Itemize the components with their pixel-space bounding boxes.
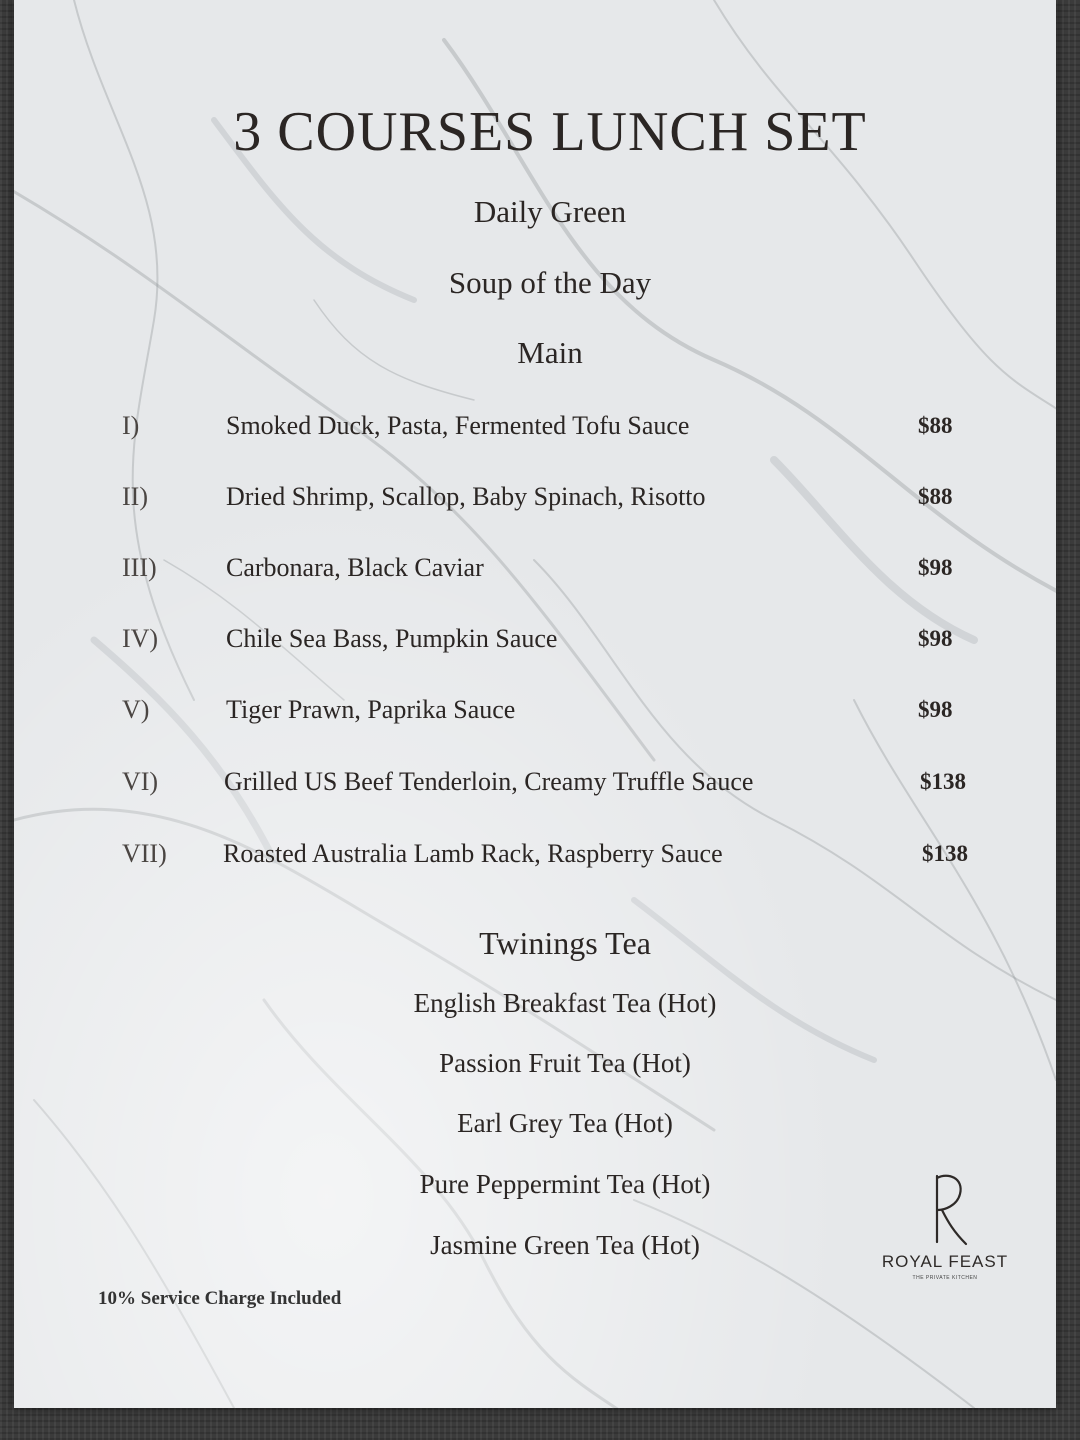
main-item-dish: Dried Shrimp, Scallop, Baby Spinach, Risotto: [226, 482, 706, 511]
course-daily-green: Daily Green: [473, 194, 627, 229]
main-item-price: $98: [918, 697, 953, 722]
tea-item: Earl Grey Tea (Hot): [457, 1108, 673, 1138]
main-item-price: $88: [918, 413, 953, 438]
main-item-price: $98: [918, 626, 953, 651]
main-item-numeral: III): [122, 553, 157, 582]
course-main-heading: Main: [517, 335, 583, 370]
main-item-dish: Tiger Prawn, Paprika Sauce: [226, 695, 516, 724]
main-item-numeral: I): [122, 411, 140, 440]
main-item-price: $88: [918, 484, 953, 509]
logo-name: ROYAL FEAST: [881, 1252, 1009, 1271]
royal-feast-logo: [880, 1170, 1010, 1290]
main-item-dish: Grilled US Beef Tenderloin, Creamy Truffle Sauce: [224, 767, 754, 796]
main-item-numeral: II): [122, 482, 148, 511]
main-item-price: $138: [920, 769, 966, 794]
main-item: [14, 834, 1056, 874]
main-item-numeral: VII): [122, 839, 167, 868]
main-item-numeral: IV): [122, 624, 159, 653]
main-item: [14, 406, 1056, 446]
menu-title: 3 COURSES LUNCH SET: [233, 101, 867, 163]
main-item-numeral: V): [122, 695, 150, 724]
main-item: [14, 619, 1056, 659]
main-item-price: $138: [922, 841, 968, 866]
main-item-dish: Smoked Duck, Pasta, Fermented Tofu Sauce: [226, 411, 690, 440]
main-item: [14, 548, 1056, 588]
main-item-numeral: VI): [122, 767, 159, 796]
main-item: [14, 762, 1056, 802]
main-item: [14, 690, 1056, 730]
service-charge-note: 10% Service Charge Included: [98, 1288, 342, 1309]
tea-item: Jasmine Green Tea (Hot): [430, 1230, 700, 1260]
main-item-dish: Chile Sea Bass, Pumpkin Sauce: [226, 624, 558, 653]
main-item-dish: Carbonara, Black Caviar: [226, 553, 484, 582]
logo-tagline: THE PRIVATE KITCHEN: [912, 1275, 978, 1281]
tea-heading: Twinings Tea: [479, 925, 651, 961]
letter-r-monogram-icon: [880, 1170, 1010, 1250]
course-soup-of-the-day: Soup of the Day: [448, 265, 652, 300]
tea-item: Pure Peppermint Tea (Hot): [419, 1169, 711, 1199]
main-item: [14, 477, 1056, 517]
main-item-price: $98: [918, 555, 953, 580]
main-item-dish: Roasted Australia Lamb Rack, Raspberry Sauce: [223, 839, 723, 868]
tea-item: English Breakfast Tea (Hot): [413, 988, 717, 1018]
tea-item: Passion Fruit Tea (Hot): [439, 1048, 691, 1078]
menu-card: [14, 0, 1056, 1408]
